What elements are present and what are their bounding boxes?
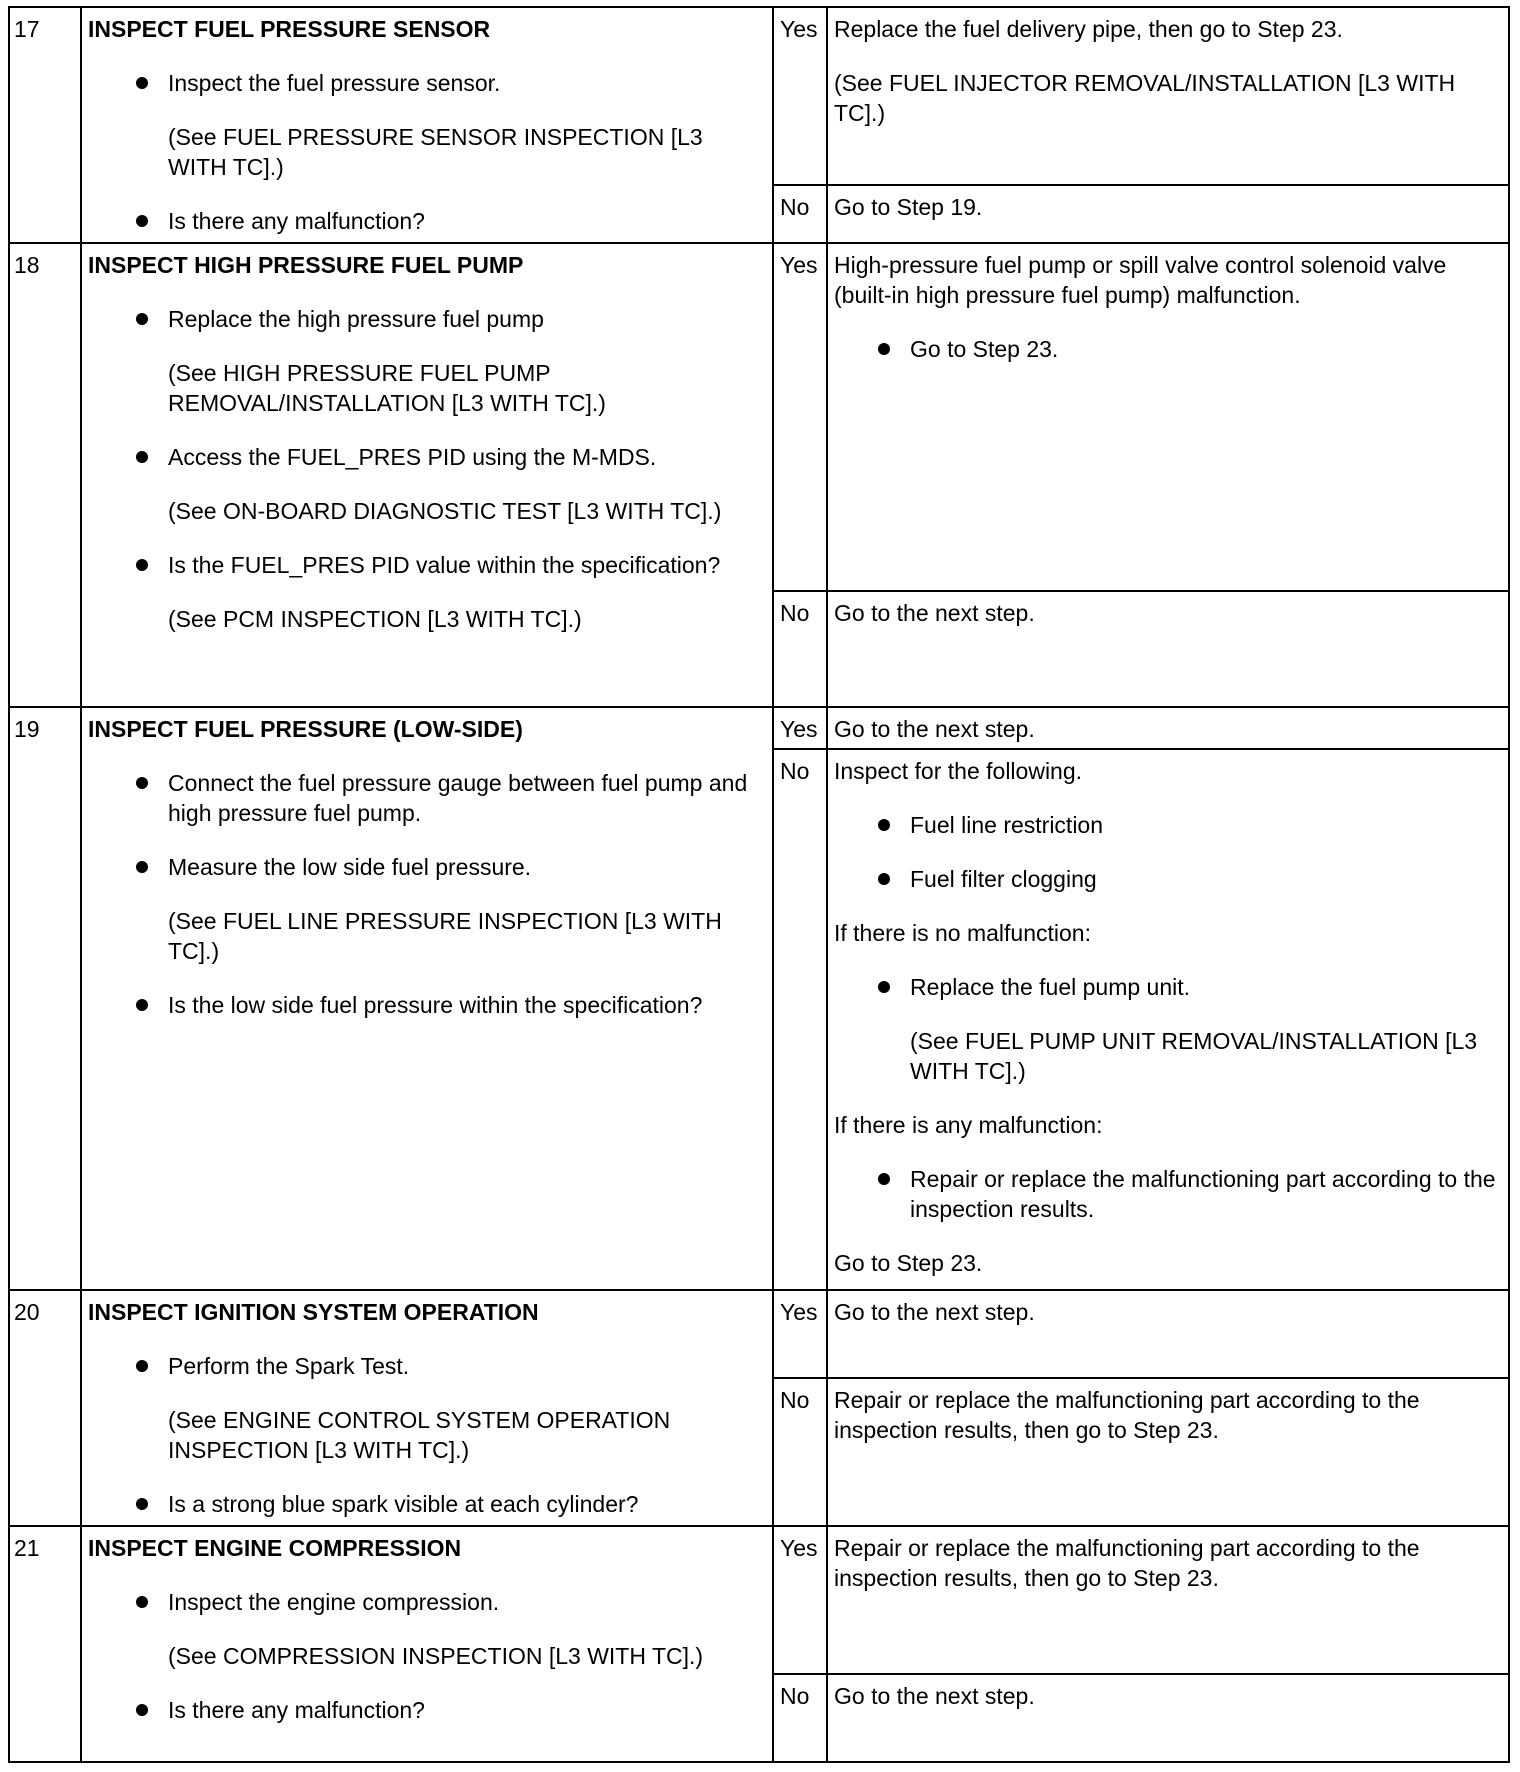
table-row bbox=[9, 1526, 1509, 1674]
answer-label-yes: Yes bbox=[773, 1526, 827, 1674]
result-text: Inspect for the following. bbox=[834, 758, 1083, 784]
bullet-item: Is a strong blue spark visible at each cylinder? bbox=[88, 1489, 764, 1519]
step-content bbox=[81, 707, 773, 1290]
result-no bbox=[827, 749, 1509, 1290]
result-no bbox=[827, 591, 1509, 707]
step-title: INSPECT HIGH PRESSURE FUEL PUMP bbox=[88, 252, 524, 278]
reference-text: (See FUEL PUMP UNIT REMOVAL/INSTALLATION [L3 WITH TC].) bbox=[910, 1028, 1478, 1084]
table-row bbox=[9, 7, 1509, 185]
step-number: 17 bbox=[9, 7, 81, 243]
bullet-item: Measure the low side fuel pressure. bbox=[88, 852, 764, 882]
bullet-icon bbox=[136, 77, 148, 89]
step-number: 19 bbox=[9, 707, 81, 1290]
bullet-item: Is there any malfunction? bbox=[88, 206, 764, 236]
result-text: Go to Step 19. bbox=[834, 194, 983, 220]
bullet-item: Fuel line restriction bbox=[834, 810, 1496, 840]
result-yes bbox=[827, 243, 1509, 591]
bullet-item: Inspect the engine compression. bbox=[88, 1587, 764, 1617]
bullet-icon bbox=[136, 999, 148, 1011]
result-yes bbox=[827, 707, 1509, 749]
bullet-icon bbox=[136, 1704, 148, 1716]
table-row bbox=[9, 707, 1509, 749]
step-content bbox=[81, 1290, 773, 1526]
bullet-icon bbox=[136, 215, 148, 227]
answer-label-yes: Yes bbox=[773, 243, 827, 591]
answer-label-no: No bbox=[773, 185, 827, 243]
bullet-icon bbox=[136, 559, 148, 571]
bullet-icon bbox=[878, 1173, 890, 1185]
condition-text: If there is no malfunction: bbox=[834, 920, 1091, 946]
result-text: Repair or replace the malfunctioning part according to the inspection results, then go to Step 23. bbox=[834, 1387, 1420, 1443]
result-text: High-pressure fuel pump or spill valve control solenoid valve (built-in high pressure fuel pump) malfunction. bbox=[834, 252, 1447, 308]
result-text: Go to the next step. bbox=[834, 1299, 1035, 1325]
bullet-item: Connect the fuel pressure gauge between fuel pump and high pressure fuel pump. bbox=[88, 768, 764, 828]
result-text: Go to the next step. bbox=[834, 600, 1035, 626]
bullet-item: Is there any malfunction? bbox=[88, 1695, 764, 1725]
step-number: 20 bbox=[9, 1290, 81, 1526]
bullet-icon bbox=[136, 451, 148, 463]
step-number: 18 bbox=[9, 243, 81, 707]
bullet-icon bbox=[878, 981, 890, 993]
step-title: INSPECT FUEL PRESSURE (LOW-SIDE) bbox=[88, 716, 523, 742]
reference-text: (See ON-BOARD DIAGNOSTIC TEST [L3 WITH TC].) bbox=[168, 498, 722, 524]
bullet-icon bbox=[878, 819, 890, 831]
reference-text: (See FUEL INJECTOR REMOVAL/INSTALLATION [L3 WITH TC].) bbox=[834, 70, 1456, 126]
result-no bbox=[827, 1378, 1509, 1526]
answer-label-no: No bbox=[773, 591, 827, 707]
bullet-item: Fuel filter clogging bbox=[834, 864, 1496, 894]
result-text: Go to the next step. bbox=[834, 1683, 1035, 1709]
reference-text: (See HIGH PRESSURE FUEL PUMP REMOVAL/INSTALLATION [L3 WITH TC].) bbox=[168, 360, 606, 416]
bullet-icon bbox=[136, 1596, 148, 1608]
step-title: INSPECT ENGINE COMPRESSION bbox=[88, 1535, 462, 1561]
bullet-icon bbox=[136, 777, 148, 789]
reference-text: (See PCM INSPECTION [L3 WITH TC].) bbox=[168, 606, 582, 632]
bullet-icon bbox=[878, 873, 890, 885]
step-title: INSPECT FUEL PRESSURE SENSOR bbox=[88, 16, 491, 42]
table-row bbox=[9, 1290, 1509, 1378]
bullet-item: Replace the high pressure fuel pump bbox=[88, 304, 764, 334]
result-no bbox=[827, 185, 1509, 243]
condition-text: If there is any malfunction: bbox=[834, 1112, 1103, 1138]
result-yes bbox=[827, 1526, 1509, 1674]
step-title: INSPECT IGNITION SYSTEM OPERATION bbox=[88, 1299, 539, 1325]
step-content bbox=[81, 7, 773, 243]
bullet-icon bbox=[136, 313, 148, 325]
table-row bbox=[9, 243, 1509, 591]
answer-label-yes: Yes bbox=[773, 1290, 827, 1378]
answer-label-yes: Yes bbox=[773, 707, 827, 749]
result-text: Repair or replace the malfunctioning part according to the inspection results, then go to Step 23. bbox=[834, 1535, 1420, 1591]
answer-label-no: No bbox=[773, 1674, 827, 1762]
bullet-item: Perform the Spark Test. bbox=[88, 1351, 764, 1381]
result-text: Replace the fuel delivery pipe, then go to Step 23. bbox=[834, 16, 1343, 42]
answer-label-no: No bbox=[773, 749, 827, 1290]
step-content bbox=[81, 243, 773, 707]
bullet-item: Go to Step 23. bbox=[834, 334, 1496, 364]
reference-text: (See COMPRESSION INSPECTION [L3 WITH TC].) bbox=[168, 1643, 704, 1669]
result-yes bbox=[827, 7, 1509, 185]
bullet-item: Inspect the fuel pressure sensor. bbox=[88, 68, 764, 98]
bullet-icon bbox=[136, 1498, 148, 1510]
step-number: 21 bbox=[9, 1526, 81, 1762]
reference-text: (See ENGINE CONTROL SYSTEM OPERATION INSPECTION [L3 WITH TC].) bbox=[168, 1407, 671, 1463]
bullet-item: Is the FUEL_PRES PID value within the specification? bbox=[88, 550, 764, 580]
bullet-item: Repair or replace the malfunctioning part according to the inspection results. bbox=[834, 1164, 1496, 1224]
reference-text: (See FUEL LINE PRESSURE INSPECTION [L3 WITH TC].) bbox=[168, 908, 722, 964]
answer-label-no: No bbox=[773, 1378, 827, 1526]
bullet-icon bbox=[136, 1360, 148, 1372]
step-content bbox=[81, 1526, 773, 1762]
result-no bbox=[827, 1674, 1509, 1762]
answer-label-yes: Yes bbox=[773, 7, 827, 185]
result-text: Go to Step 23. bbox=[834, 1250, 983, 1276]
bullet-item: Replace the fuel pump unit. bbox=[834, 972, 1496, 1002]
reference-text: (See FUEL PRESSURE SENSOR INSPECTION [L3 WITH TC].) bbox=[168, 124, 703, 180]
bullet-icon bbox=[878, 343, 890, 355]
result-text: Go to the next step. bbox=[834, 716, 1035, 742]
bullet-item: Is the low side fuel pressure within the specification? bbox=[88, 990, 764, 1020]
bullet-icon bbox=[136, 861, 148, 873]
troubleshooting-table bbox=[8, 6, 1510, 1763]
result-yes bbox=[827, 1290, 1509, 1378]
bullet-item: Access the FUEL_PRES PID using the M-MDS. bbox=[88, 442, 764, 472]
